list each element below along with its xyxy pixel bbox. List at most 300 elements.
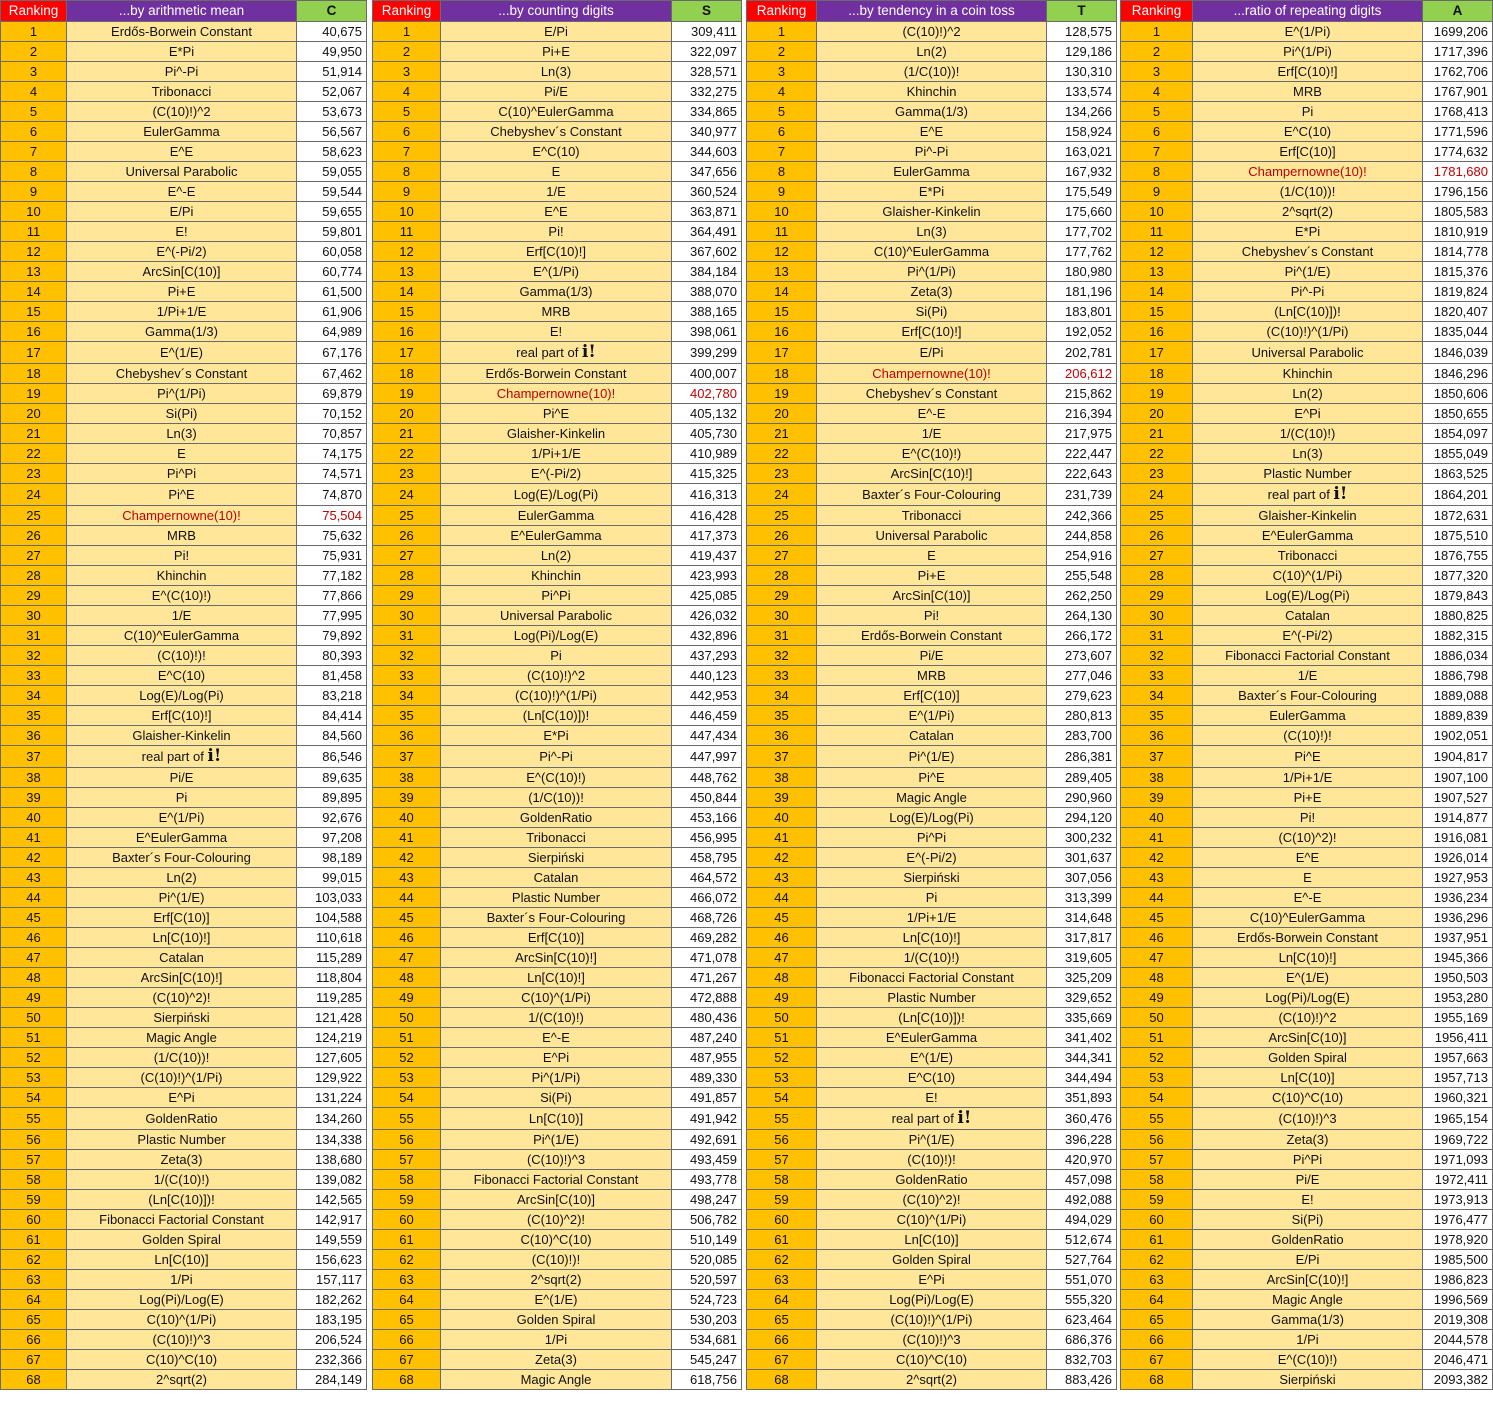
- rank-cell: 32: [373, 646, 441, 666]
- table-row: [747, 1250, 1117, 1270]
- constant-name-cell: Golden Spiral: [441, 1310, 672, 1330]
- score-cell: 1904,817: [1423, 746, 1493, 768]
- rank-cell: 23: [1, 464, 67, 484]
- rank-cell: 55: [1121, 1108, 1193, 1130]
- table-row: [1, 42, 367, 62]
- constant-name-cell: Ln[C(10)!]: [67, 928, 297, 948]
- score-cell: 61,500: [297, 282, 367, 302]
- score-cell: 384,184: [672, 262, 742, 282]
- table-row: [1, 646, 367, 666]
- table-row: [1, 464, 367, 484]
- score-cell: 313,399: [1047, 888, 1117, 908]
- constant-name-cell: E: [1193, 868, 1423, 888]
- table-row: [1121, 788, 1493, 808]
- constant-name-cell: Catalan: [1193, 606, 1423, 626]
- score-cell: 1971,093: [1423, 1150, 1493, 1170]
- table-row: [373, 968, 742, 988]
- score-cell: 70,152: [297, 404, 367, 424]
- table-row: [1121, 968, 1493, 988]
- constant-name-cell: Log(Pi)/Log(E): [1193, 988, 1423, 1008]
- constant-name-cell: Golden Spiral: [67, 1230, 297, 1250]
- rank-cell: 26: [1, 526, 67, 546]
- rank-cell: 48: [1, 968, 67, 988]
- constant-name-cell: Pi^(1/Pi): [817, 262, 1047, 282]
- real-part-prefix: real part of: [1267, 487, 1334, 502]
- score-cell: 432,896: [672, 626, 742, 646]
- table-row: [747, 424, 1117, 444]
- rank-cell: 60: [373, 1210, 441, 1230]
- rank-cell: 51: [747, 1028, 817, 1048]
- score-cell: 86,546: [297, 746, 367, 768]
- constant-name-cell: E^(1/Pi): [1193, 22, 1423, 42]
- rank-cell: 42: [1121, 848, 1193, 868]
- constant-name-cell: Khinchin: [817, 82, 1047, 102]
- score-cell: 1771,596: [1423, 122, 1493, 142]
- score-cell: 58,623: [297, 142, 367, 162]
- rank-cell: 61: [1, 1230, 67, 1250]
- rank-cell: 40: [1121, 808, 1193, 828]
- table-row: [1, 788, 367, 808]
- constant-name-cell: C(10)^C(10): [817, 1350, 1047, 1370]
- score-cell: 119,285: [297, 988, 367, 1008]
- table-row: [1121, 1230, 1493, 1250]
- score-cell: 89,635: [297, 768, 367, 788]
- rank-cell: 37: [1121, 746, 1193, 768]
- constant-name-cell: ArcSin[C(10)!]: [67, 968, 297, 988]
- constant-name-cell: Khinchin: [1193, 364, 1423, 384]
- table-row: [1121, 808, 1493, 828]
- constant-name-cell: E^EulerGamma: [67, 828, 297, 848]
- constant-name-cell: Ln[C(10)]: [1193, 1068, 1423, 1088]
- constant-name-cell: Khinchin: [67, 566, 297, 586]
- score-cell: 524,723: [672, 1290, 742, 1310]
- score-column-header: A: [1423, 1, 1493, 22]
- table-row: [1121, 828, 1493, 848]
- constant-name-cell: Pi+E: [1193, 788, 1423, 808]
- table-row: [747, 1008, 1117, 1028]
- rank-cell: 29: [1121, 586, 1193, 606]
- table-row: [373, 788, 742, 808]
- constant-name-cell: Pi/E: [817, 646, 1047, 666]
- score-cell: 40,675: [297, 22, 367, 42]
- table-row: [747, 1230, 1117, 1250]
- constant-name-cell: 1/(C(10)!): [1193, 424, 1423, 444]
- table-row: [373, 1310, 742, 1330]
- table-row: [1, 22, 367, 42]
- table-row: [373, 746, 742, 768]
- score-cell: 130,310: [1047, 62, 1117, 82]
- table-row: [747, 828, 1117, 848]
- constant-name-cell: Pi^E: [441, 404, 672, 424]
- rank-cell: 61: [373, 1230, 441, 1250]
- table-row: [1121, 746, 1493, 768]
- table-row: [1121, 444, 1493, 464]
- table-row: [373, 506, 742, 526]
- constant-name-cell: Tribonacci: [817, 506, 1047, 526]
- constant-name-cell: Erf[C(10)!]: [67, 706, 297, 726]
- table-row: [747, 222, 1117, 242]
- constant-name-cell: Chebyshev´s Constant: [67, 364, 297, 384]
- table-row: [373, 262, 742, 282]
- score-cell: 458,795: [672, 848, 742, 868]
- real-part-prefix: real part of: [891, 1111, 958, 1126]
- constant-name-cell: E^(1/Pi): [441, 262, 672, 282]
- table-row: [747, 646, 1117, 666]
- rank-cell: 13: [1121, 262, 1193, 282]
- constant-name-cell: 1/Pi: [67, 1270, 297, 1290]
- constant-name-cell: Sierpiński: [67, 1008, 297, 1028]
- table-row: [1121, 262, 1493, 282]
- table-row: [747, 1048, 1117, 1068]
- rank-cell: 47: [1, 948, 67, 968]
- score-cell: 487,240: [672, 1028, 742, 1048]
- score-cell: 1960,321: [1423, 1088, 1493, 1108]
- table-row: [1121, 566, 1493, 586]
- table-row: [1121, 222, 1493, 242]
- table-row: [1121, 928, 1493, 948]
- score-cell: 131,224: [297, 1088, 367, 1108]
- constant-name-cell: E^(1/E): [441, 1290, 672, 1310]
- table-row: [1, 1028, 367, 1048]
- table-row: [373, 1048, 742, 1068]
- constant-name-cell: E^(1/E): [1193, 968, 1423, 988]
- rank-cell: 35: [747, 706, 817, 726]
- table-row: [1, 828, 367, 848]
- score-cell: 1957,663: [1423, 1048, 1493, 1068]
- score-cell: 1957,713: [1423, 1068, 1493, 1088]
- score-cell: 83,218: [297, 686, 367, 706]
- score-cell: 492,088: [1047, 1190, 1117, 1210]
- score-cell: 51,914: [297, 62, 367, 82]
- rank-cell: 20: [747, 404, 817, 424]
- score-cell: 202,781: [1047, 342, 1117, 364]
- rank-cell: 18: [747, 364, 817, 384]
- rank-cell: 48: [1121, 968, 1193, 988]
- constant-name-cell: GoldenRatio: [67, 1108, 297, 1130]
- constant-name-cell: (C(10)!)^3: [441, 1150, 672, 1170]
- table-row: [747, 868, 1117, 888]
- score-cell: 325,209: [1047, 968, 1117, 988]
- constant-name-cell: Pi: [441, 646, 672, 666]
- table-row: [1, 606, 367, 626]
- rank-cell: 26: [373, 526, 441, 546]
- score-cell: 1855,049: [1423, 444, 1493, 464]
- rank-cell: 11: [1, 222, 67, 242]
- score-cell: 177,762: [1047, 242, 1117, 262]
- constant-name-cell: ArcSin[C(10)]: [67, 262, 297, 282]
- rank-cell: 65: [747, 1310, 817, 1330]
- constant-name-cell: E: [67, 444, 297, 464]
- table-row: [373, 1008, 742, 1028]
- constant-name-cell: Universal Parabolic: [817, 526, 1047, 546]
- table-row: [1121, 868, 1493, 888]
- constant-name-cell: MRB: [817, 666, 1047, 686]
- table-row: [1, 1350, 367, 1370]
- rank-cell: 4: [1121, 82, 1193, 102]
- constant-name-cell: E^(-Pi/2): [67, 242, 297, 262]
- constant-name-cell: Catalan: [817, 726, 1047, 746]
- table-row: [747, 1130, 1117, 1150]
- score-cell: 216,394: [1047, 404, 1117, 424]
- table-row: [747, 566, 1117, 586]
- score-cell: 180,980: [1047, 262, 1117, 282]
- rank-cell: 44: [1121, 888, 1193, 908]
- table-row: [747, 342, 1117, 364]
- score-cell: 1820,407: [1423, 302, 1493, 322]
- table-row: [1121, 182, 1493, 202]
- score-cell: 1902,051: [1423, 726, 1493, 746]
- constant-name-cell: 1/E: [1193, 666, 1423, 686]
- table-row: [1121, 908, 1493, 928]
- table-row: [747, 162, 1117, 182]
- constant-name-cell: Log(E)/Log(Pi): [1193, 586, 1423, 606]
- score-cell: 1937,951: [1423, 928, 1493, 948]
- constant-name-cell: 2^sqrt(2): [1193, 202, 1423, 222]
- imaginary-unit-factorial: i!: [207, 746, 222, 766]
- constant-name-cell: ArcSin[C(10)!]: [441, 948, 672, 968]
- score-cell: 254,916: [1047, 546, 1117, 566]
- rank-cell: 9: [1, 182, 67, 202]
- table-row: [1121, 1048, 1493, 1068]
- table-row: [1, 262, 367, 282]
- rank-cell: 32: [1, 646, 67, 666]
- table-row: [373, 1170, 742, 1190]
- table-row: [373, 404, 742, 424]
- score-cell: 1717,396: [1423, 42, 1493, 62]
- table-row: [1, 848, 367, 868]
- score-cell: 426,032: [672, 606, 742, 626]
- rank-cell: 16: [1121, 322, 1193, 342]
- table-row: [747, 746, 1117, 768]
- score-cell: 266,172: [1047, 626, 1117, 646]
- score-cell: 1973,913: [1423, 1190, 1493, 1210]
- table-row: [1, 162, 367, 182]
- table-row: [1, 586, 367, 606]
- rank-cell: 37: [747, 746, 817, 768]
- constant-name-cell: E^-E: [67, 182, 297, 202]
- rank-cell: 68: [1121, 1370, 1193, 1390]
- table-row: [1121, 606, 1493, 626]
- rank-cell: 65: [373, 1310, 441, 1330]
- rank-cell: 3: [747, 62, 817, 82]
- rank-cell: 29: [1, 586, 67, 606]
- rank-cell: 50: [1, 1008, 67, 1028]
- score-cell: 64,989: [297, 322, 367, 342]
- rank-cell: 10: [1, 202, 67, 222]
- score-cell: 181,196: [1047, 282, 1117, 302]
- score-cell: 530,203: [672, 1310, 742, 1330]
- rank-cell: 30: [747, 606, 817, 626]
- table-row: [1, 746, 367, 768]
- rank-cell: 47: [373, 948, 441, 968]
- table-row: [373, 586, 742, 606]
- score-cell: 97,208: [297, 828, 367, 848]
- rank-cell: 52: [1121, 1048, 1193, 1068]
- table-row: [1, 928, 367, 948]
- score-cell: 1936,296: [1423, 908, 1493, 928]
- rank-cell: 47: [1121, 948, 1193, 968]
- score-cell: 448,762: [672, 768, 742, 788]
- rank-cell: 27: [1, 546, 67, 566]
- rank-cell: 40: [747, 808, 817, 828]
- constant-name-cell: Pi^Pi: [1193, 1150, 1423, 1170]
- constant-name-cell: Catalan: [67, 948, 297, 968]
- constant-name-cell: Erf[C(10)!]: [441, 242, 672, 262]
- constant-name-cell: 1/(C(10)!): [441, 1008, 672, 1028]
- rank-cell: 17: [373, 342, 441, 364]
- score-cell: 182,262: [297, 1290, 367, 1310]
- rank-cell: 49: [747, 988, 817, 1008]
- table-row: [1, 566, 367, 586]
- score-cell: 491,857: [672, 1088, 742, 1108]
- rank-cell: 42: [747, 848, 817, 868]
- table-row: [373, 1130, 742, 1150]
- score-cell: 1889,088: [1423, 686, 1493, 706]
- table-row: [1, 988, 367, 1008]
- score-cell: 1877,320: [1423, 566, 1493, 586]
- constant-name-cell: Chebyshev´s Constant: [817, 384, 1047, 404]
- rank-cell: 45: [747, 908, 817, 928]
- table-row: [1121, 768, 1493, 788]
- score-cell: 309,411: [672, 22, 742, 42]
- table-row: [1121, 888, 1493, 908]
- table-row: [1121, 484, 1493, 506]
- rank-cell: 12: [1, 242, 67, 262]
- constant-name-cell: 1/Pi: [1193, 1330, 1423, 1350]
- score-cell: 129,186: [1047, 42, 1117, 62]
- score-cell: 156,623: [297, 1250, 367, 1270]
- table-row: [373, 142, 742, 162]
- rank-cell: 26: [1121, 526, 1193, 546]
- rank-cell: 32: [1121, 646, 1193, 666]
- table-row: [373, 706, 742, 726]
- table-row: [373, 988, 742, 1008]
- table-row: [747, 1170, 1117, 1190]
- score-cell: 75,632: [297, 526, 367, 546]
- score-cell: 1876,755: [1423, 546, 1493, 566]
- table-row: [747, 282, 1117, 302]
- table-row: [373, 122, 742, 142]
- table-row: [1121, 686, 1493, 706]
- table-row: [1121, 162, 1493, 182]
- score-cell: 53,673: [297, 102, 367, 122]
- constant-name-cell: Magic Angle: [441, 1370, 672, 1390]
- table-row: [747, 626, 1117, 646]
- table-row: [747, 384, 1117, 404]
- table-row: [747, 1270, 1117, 1290]
- table-row: [1121, 82, 1493, 102]
- score-cell: 1762,706: [1423, 62, 1493, 82]
- header-row: [1121, 1, 1493, 22]
- rank-cell: 41: [1121, 828, 1193, 848]
- score-cell: 1846,296: [1423, 364, 1493, 384]
- table-row: [747, 404, 1117, 424]
- score-cell: 49,950: [297, 42, 367, 62]
- score-cell: 2019,308: [1423, 1310, 1493, 1330]
- rank-cell: 21: [373, 424, 441, 444]
- rank-cell: 46: [1, 928, 67, 948]
- score-cell: 244,858: [1047, 526, 1117, 546]
- table-row: [1121, 1370, 1493, 1390]
- table-row: [747, 706, 1117, 726]
- rank-cell: 6: [747, 122, 817, 142]
- constant-name-cell: (C(10)!)^2: [817, 22, 1047, 42]
- ranking-table-c: [0, 0, 367, 1390]
- constant-name-cell: (C(10)!)!: [817, 1150, 1047, 1170]
- score-cell: 110,618: [297, 928, 367, 948]
- score-cell: 1985,500: [1423, 1250, 1493, 1270]
- rank-cell: 31: [373, 626, 441, 646]
- score-cell: 1950,503: [1423, 968, 1493, 988]
- table-row: [373, 222, 742, 242]
- rank-cell: 52: [1, 1048, 67, 1068]
- rank-cell: 1: [747, 22, 817, 42]
- constant-name-cell: E^Pi: [67, 1088, 297, 1108]
- rank-cell: 18: [1, 364, 67, 384]
- rank-cell: 20: [1121, 404, 1193, 424]
- constant-name-cell: 1/Pi+1/E: [817, 908, 1047, 928]
- rank-cell: 49: [1121, 988, 1193, 1008]
- table-row: [373, 1068, 742, 1088]
- table-row: [373, 1210, 742, 1230]
- table-row: [373, 82, 742, 102]
- table-row: [1, 546, 367, 566]
- table-row: [1121, 546, 1493, 566]
- table-row: [1121, 1350, 1493, 1370]
- constant-name-cell: Erf[C(10)!]: [1193, 62, 1423, 82]
- score-cell: 456,995: [672, 828, 742, 848]
- ranking-header: Ranking: [1, 1, 67, 22]
- rank-cell: 58: [373, 1170, 441, 1190]
- table-row: [373, 1190, 742, 1210]
- table-row: [1, 384, 367, 404]
- constant-name-cell: 1/E: [441, 182, 672, 202]
- score-cell: 60,774: [297, 262, 367, 282]
- table-row: [373, 1250, 742, 1270]
- table-row: [1121, 282, 1493, 302]
- score-cell: 405,132: [672, 404, 742, 424]
- rank-cell: 45: [1, 908, 67, 928]
- rank-cell: 25: [1121, 506, 1193, 526]
- table-row: [1, 322, 367, 342]
- table-row: [373, 848, 742, 868]
- table-row: [1, 404, 367, 424]
- rank-cell: 38: [1121, 768, 1193, 788]
- score-cell: 74,175: [297, 444, 367, 464]
- table-row: [373, 1350, 742, 1370]
- table-row: [747, 1068, 1117, 1088]
- score-cell: 128,575: [1047, 22, 1117, 42]
- score-cell: 335,669: [1047, 1008, 1117, 1028]
- constant-name-cell: Tribonacci: [441, 828, 672, 848]
- constant-name-cell: Ln(3): [67, 424, 297, 444]
- score-cell: 217,975: [1047, 424, 1117, 444]
- rank-cell: 46: [373, 928, 441, 948]
- score-cell: 520,085: [672, 1250, 742, 1270]
- rank-cell: 19: [1, 384, 67, 404]
- constant-name-cell: ArcSin[C(10)]: [441, 1190, 672, 1210]
- score-cell: 280,813: [1047, 706, 1117, 726]
- constant-name-cell: 1/Pi+1/E: [441, 444, 672, 464]
- table-row: [373, 1330, 742, 1350]
- table-row: [747, 1190, 1117, 1210]
- rank-cell: 45: [1121, 908, 1193, 928]
- score-cell: 832,703: [1047, 1350, 1117, 1370]
- score-cell: 440,123: [672, 666, 742, 686]
- constant-name-cell: (Ln[C(10)])!: [817, 1008, 1047, 1028]
- rank-cell: 7: [747, 142, 817, 162]
- score-cell: 322,097: [672, 42, 742, 62]
